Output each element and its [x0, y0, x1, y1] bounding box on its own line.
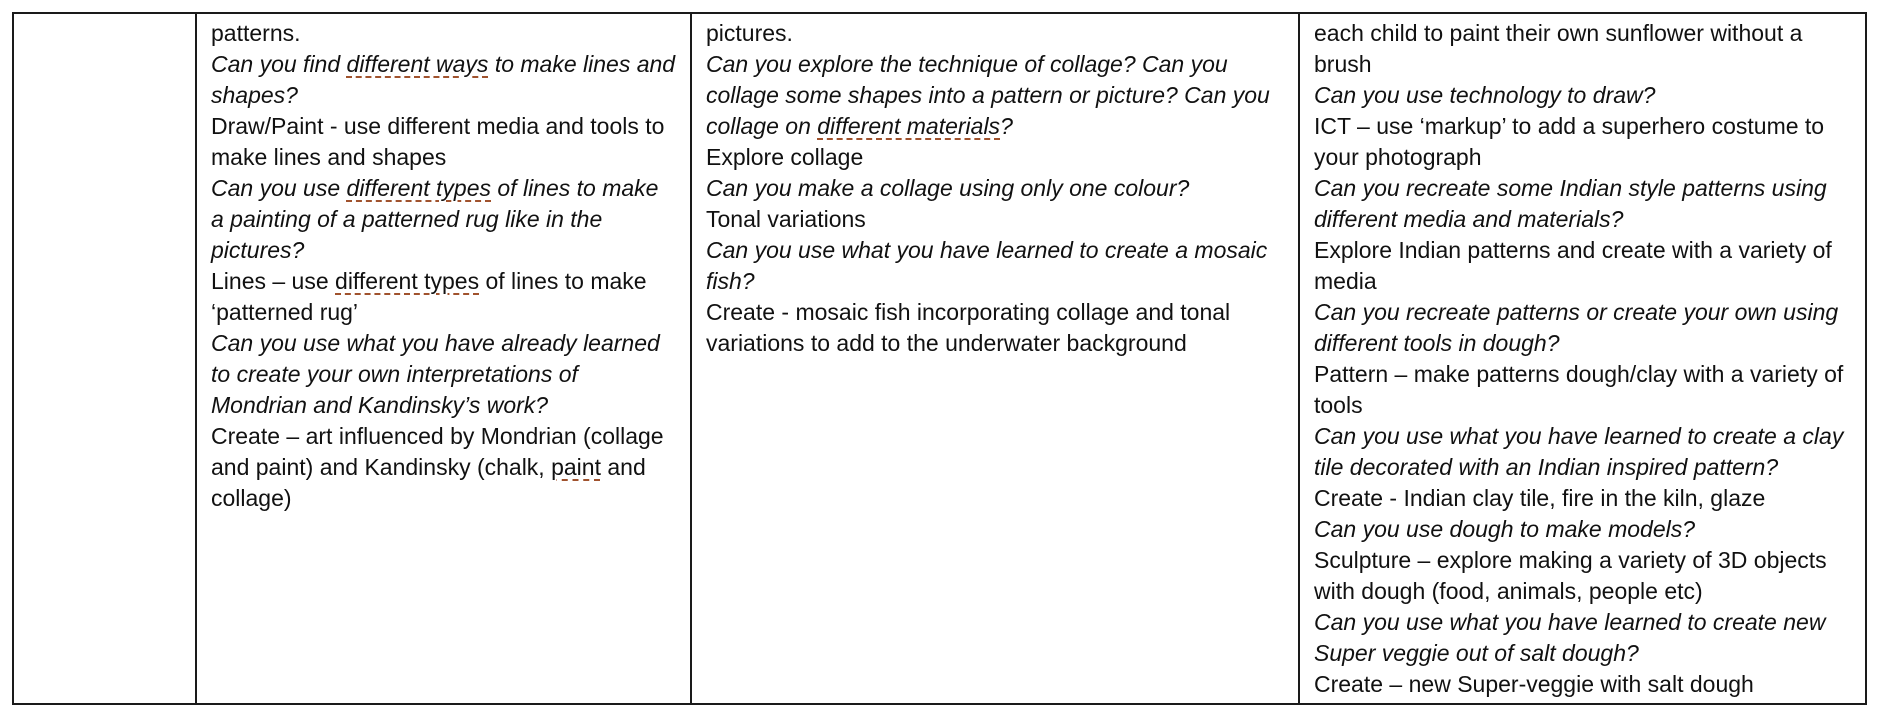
text-run: Create – new Super-veggie with salt dough	[1314, 671, 1754, 697]
activity-text	[1314, 483, 1851, 514]
text-run: each child to paint their own sunflower without a brush	[1314, 20, 1803, 77]
text-run: Can you use dough to make models?	[1314, 516, 1696, 542]
text-run: Can you use technology to draw?	[1314, 82, 1656, 108]
spellcheck-flagged-text: paint	[551, 454, 601, 480]
activity-text	[1314, 235, 1851, 297]
text-run: of lines to make ‘patterned rug’	[211, 268, 647, 325]
activity-text	[211, 18, 676, 49]
guiding-question	[1314, 80, 1851, 111]
text-run: Sculpture – explore making a variety of 3D objects with dough (food, animals, people etc)	[1314, 547, 1827, 604]
guiding-question	[211, 49, 676, 111]
text-run: Pattern – make patterns dough/clay with a variety of tools	[1314, 361, 1844, 418]
text-run: Create - mosaic fish incorporating collage and tonal variations to add to the underwater background	[706, 299, 1231, 356]
activity-text	[211, 266, 676, 328]
activity-text	[1314, 669, 1851, 700]
activity-text	[706, 204, 1284, 235]
text-run: Can you use	[211, 175, 347, 201]
text-run: Can you use what you have already learned to create your own interpretations of Mondrian and Kandinsky’s work?	[211, 330, 660, 418]
text-run: ?	[1000, 113, 1013, 139]
text-run: Create – art influenced by Mondrian (collage and paint) and Kandinsky (chalk,	[211, 423, 664, 480]
text-run: Can you use what you have learned to create a clay tile decorated with an Indian inspired pattern?	[1314, 423, 1844, 480]
guiding-question	[1314, 607, 1851, 669]
guiding-question	[1314, 297, 1851, 359]
activity-text	[706, 142, 1284, 173]
text-run: Can you recreate patterns or create your own using different tools in dough?	[1314, 299, 1839, 356]
guiding-question	[1314, 514, 1851, 545]
text-run: of lines to make a painting of a patterned rug like in the pictures?	[211, 175, 659, 263]
guiding-question	[706, 235, 1284, 297]
table-cell-column-2	[692, 14, 1300, 703]
text-run: Draw/Paint - use different media and tools to make lines and shapes	[211, 113, 665, 170]
text-run: patterns.	[211, 20, 301, 46]
text-run: Can you explore the technique of collage? Can you collage some shapes into a pattern or picture? Can you collage on	[706, 51, 1270, 139]
guiding-question	[1314, 421, 1851, 483]
activity-text	[1314, 111, 1851, 173]
text-run: ICT – use ‘markup’ to add a superhero costume to your photograph	[1314, 113, 1825, 170]
spellcheck-flagged-text: different ways	[346, 51, 489, 77]
activity-text	[1314, 545, 1851, 607]
text-run: to make lines and shapes?	[211, 51, 676, 108]
guiding-question	[706, 173, 1284, 204]
activity-text	[1314, 18, 1851, 80]
spellcheck-flagged-text: different types	[335, 268, 480, 294]
text-run: Can you use what you have learned to create new Super veggie out of salt dough?	[1314, 609, 1826, 666]
text-run: Can you make a collage using only one colour?	[706, 175, 1190, 201]
text-run: Lines – use	[211, 268, 336, 294]
text-run: pictures.	[706, 20, 793, 46]
guiding-question	[211, 328, 676, 421]
guiding-question	[211, 173, 676, 266]
activity-text	[211, 421, 676, 514]
text-run: Explore Indian patterns and create with a variety of media	[1314, 237, 1832, 294]
guiding-question	[1314, 173, 1851, 235]
table-cell-blank	[14, 14, 197, 703]
curriculum-table-fragment	[12, 12, 1867, 705]
spellcheck-flagged-text: different materials	[817, 113, 1001, 139]
text-run: Create - Indian clay tile, fire in the kiln, glaze	[1314, 485, 1766, 511]
text-run: and collage)	[211, 454, 646, 511]
activity-text	[1314, 359, 1851, 421]
spellcheck-flagged-text: different types	[346, 175, 491, 201]
activity-text	[706, 18, 1284, 49]
activity-text	[211, 111, 676, 173]
text-run: Explore collage	[706, 144, 864, 170]
guiding-question	[706, 49, 1284, 142]
text-run: Can you find	[211, 51, 347, 77]
table-cell-column-3	[1300, 14, 1865, 703]
text-run: Tonal variations	[706, 206, 866, 232]
text-run: Can you use what you have learned to create a mosaic fish?	[706, 237, 1268, 294]
table-cell-column-1	[197, 14, 692, 703]
activity-text	[706, 297, 1284, 359]
text-run: Can you recreate some Indian style patterns using different media and materials?	[1314, 175, 1827, 232]
